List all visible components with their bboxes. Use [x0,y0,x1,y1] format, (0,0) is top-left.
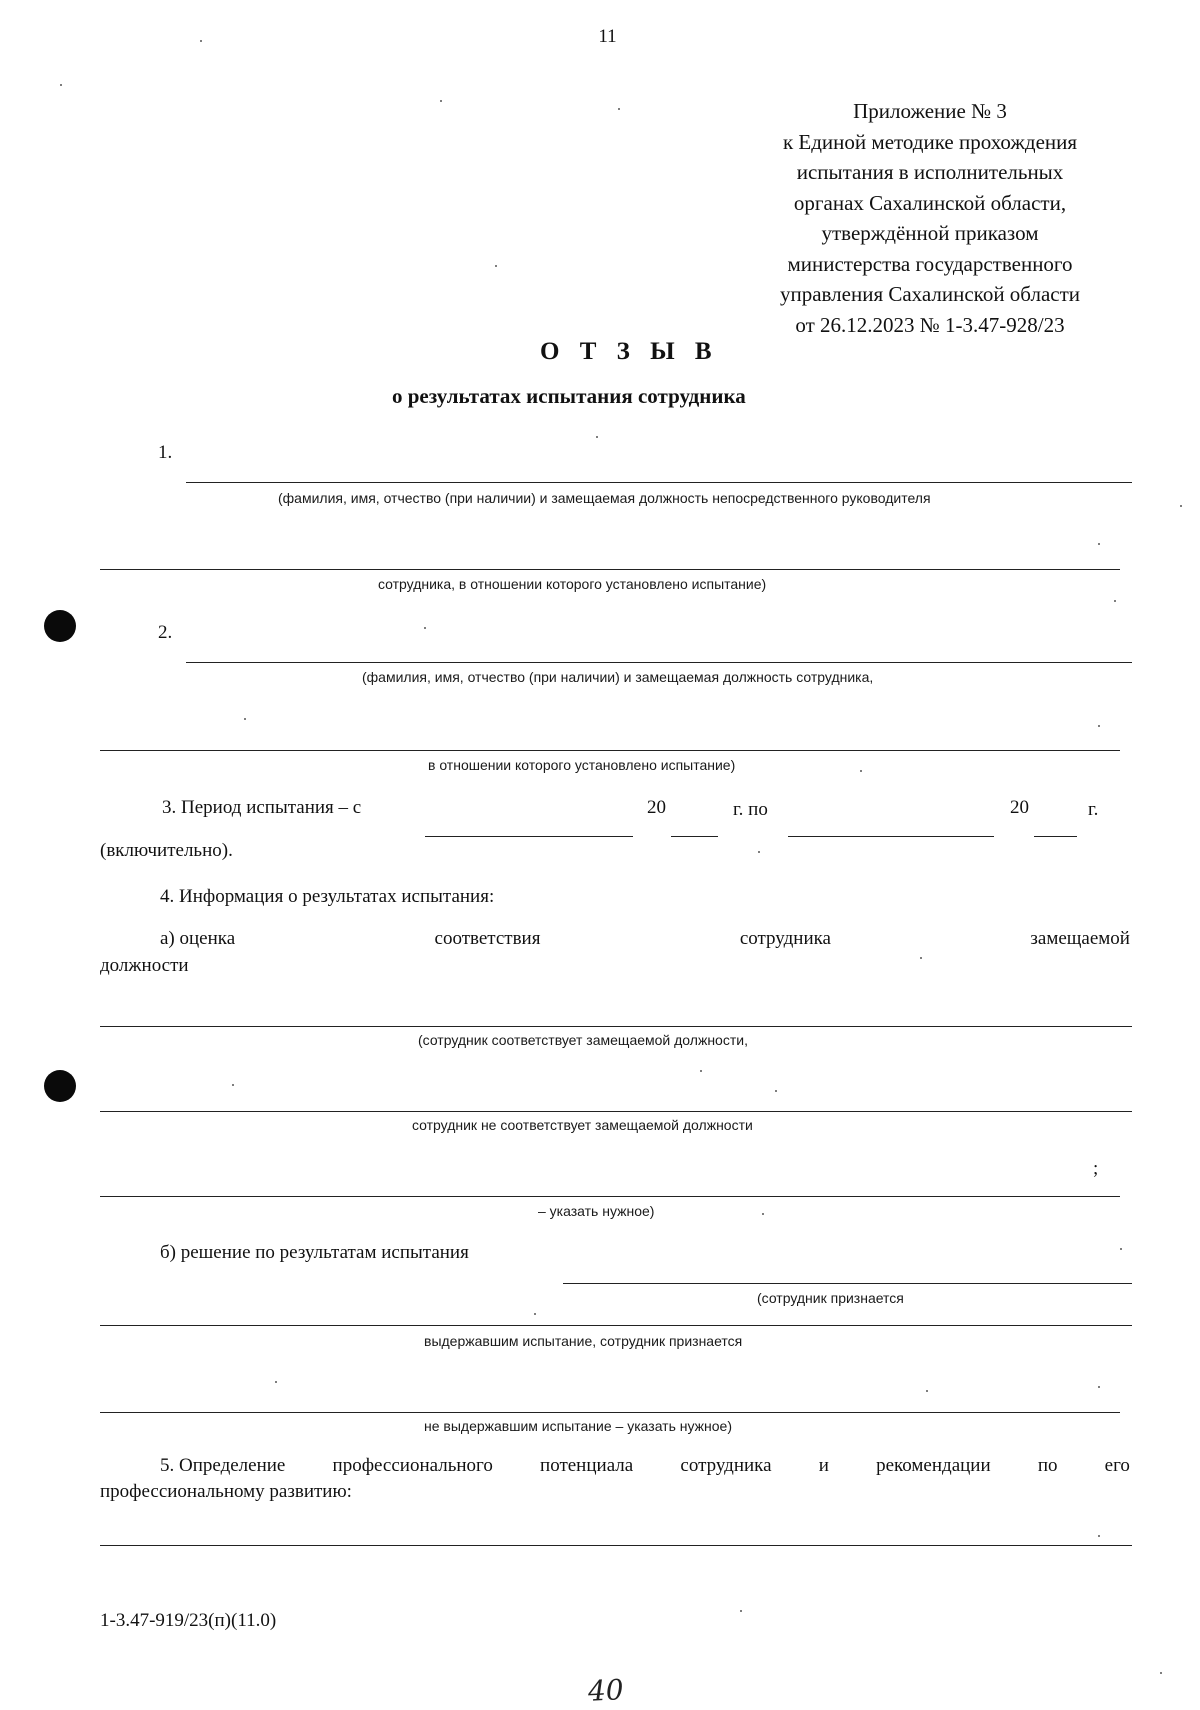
appendix-line: от 26.12.2023 № 1-3.47-928/23 [795,312,1065,337]
section-5-word: рекомендации [876,1455,991,1476]
scan-speck [232,1084,234,1086]
section-2-caption-1: (фамилия, имя, отчество (при наличии) и замещаемая должность сотрудника, [362,669,874,685]
section-5-word: его [1104,1455,1130,1476]
section-4b-line-2 [100,1325,1132,1326]
scan-speck [275,1381,277,1383]
period-end-date-line [788,836,994,837]
section-5-word: профессионального [332,1455,493,1476]
handwritten-page-number: 40 [587,1673,625,1708]
scan-speck [618,108,620,110]
scan-speck [758,851,760,853]
section-1-caption-2: сотрудника, в отношении которого установлено испытание) [378,576,767,592]
section-4a-word: замещаемой [1030,928,1130,949]
section-4-heading: 4. Информация о результатах испытания: [160,886,495,907]
section-4a-line-1 [100,1026,1132,1027]
appendix-line: утверждённой приказом [821,221,1039,245]
scan-speck [926,1390,928,1392]
appendix-line: органах Сахалинской области, [793,190,1067,215]
section-4a-word: соответствия [434,928,541,949]
period-year-2-line [1034,836,1077,837]
scan-speck [740,1610,742,1612]
section-4b-caption-3: не выдержавшим испытание – указать нужное) [424,1418,732,1434]
section-5-line-1 [100,1545,1132,1546]
section-4b-caption-2: выдержавшим испытание, сотрудник признается [424,1333,743,1349]
scan-speck [495,265,497,267]
scan-speck [920,957,922,959]
appendix-line: Приложение № 3 [853,99,1007,123]
scan-speck [60,84,62,86]
section-4a-word: сотрудника [739,928,831,949]
document-title: О Т З Ы В [540,338,719,365]
scan-speck [424,627,426,629]
period-inclusive: (включительно). [100,840,233,861]
period-year-2: 20 [1010,797,1029,818]
period-year-1: 20 [647,797,666,818]
scan-speck [1120,1248,1122,1250]
section-4b-label: б) решение по результатам испытания [160,1242,469,1263]
punch-hole [44,1070,76,1102]
section-2-caption-2: в отношении которого установлено испытание) [428,757,736,773]
section-4a-caption-2: сотрудник не соответствует замещаемой должности [412,1117,753,1133]
period-year-1-line [671,836,718,837]
section-1-caption-1: (фамилия, имя, отчество (при наличии) и замещаемая должность непосредственного руководителя [278,490,931,506]
scan-speck [775,1090,777,1092]
period-start-date-line [425,836,633,837]
section-5-word: сотрудника [680,1455,772,1476]
section-4b-caption-1: (сотрудник признается [757,1290,904,1306]
scan-speck [440,100,442,102]
section-5-word: 5. Определение [160,1455,286,1476]
section-4a-word: а) оценка [160,928,236,949]
scan-speck [762,1213,764,1215]
appendix-line: управления Сахалинской области [779,282,1081,306]
section-4a-continuation: должности [100,955,189,976]
scan-speck [244,718,246,720]
appendix-line: к Единой методике прохождения [782,129,1078,154]
section-5-continuation: профессиональному развитию: [100,1481,352,1502]
section-5-line [100,1455,1130,1477]
scan-speck [1180,505,1182,507]
section-4a-line-2 [100,1111,1132,1112]
section-5-word: и [818,1455,829,1476]
period-label: 3. Период испытания – с [162,797,362,818]
section-4b-line-1 [563,1283,1132,1284]
section-4a-line [100,928,1130,950]
scan-speck [700,1070,702,1072]
section-1-number: 1. [158,442,173,463]
appendix-line: испытания в исполнительных [796,160,1064,184]
period-from-to: г. по [733,799,768,820]
punch-hole [44,610,76,642]
scan-speck [200,40,202,42]
section-2-number: 2. [158,622,173,643]
scan-speck [860,770,862,772]
section-5-word: потенциала [540,1455,634,1476]
section-5-word: по [1037,1455,1058,1476]
section-4b-line-3 [100,1412,1120,1413]
section-1-line-2 [100,569,1120,570]
scan-speck [534,1313,536,1315]
appendix-line: министерства государственного [787,251,1073,276]
scan-speck [1098,543,1100,545]
scan-speck [1114,600,1116,602]
page-number [0,26,1200,48]
scan-speck [1098,1386,1100,1388]
scan-speck [596,436,598,438]
scan-speck [1160,1672,1162,1674]
section-2-line-1 [186,662,1132,663]
page-number-text: 11 [598,26,617,47]
section-4a-caption-3: – указать нужное) [538,1203,655,1219]
period-year-suffix: г. [1088,799,1099,820]
document-code: 1-3.47-919/23(п)(11.0) [100,1610,277,1631]
section-4a-caption-1: (сотрудник соответствует замещаемой должности, [418,1032,748,1048]
section-4a-semicolon: ; [1093,1158,1099,1179]
section-1-line-1 [186,482,1132,483]
section-2-line-2 [100,750,1120,751]
section-4a-line-3 [100,1196,1120,1197]
scan-speck [1098,1535,1100,1537]
scan-speck [1098,725,1100,727]
document-subtitle: о результатах испытания сотрудника [392,384,746,408]
appendix-block [760,96,1100,340]
